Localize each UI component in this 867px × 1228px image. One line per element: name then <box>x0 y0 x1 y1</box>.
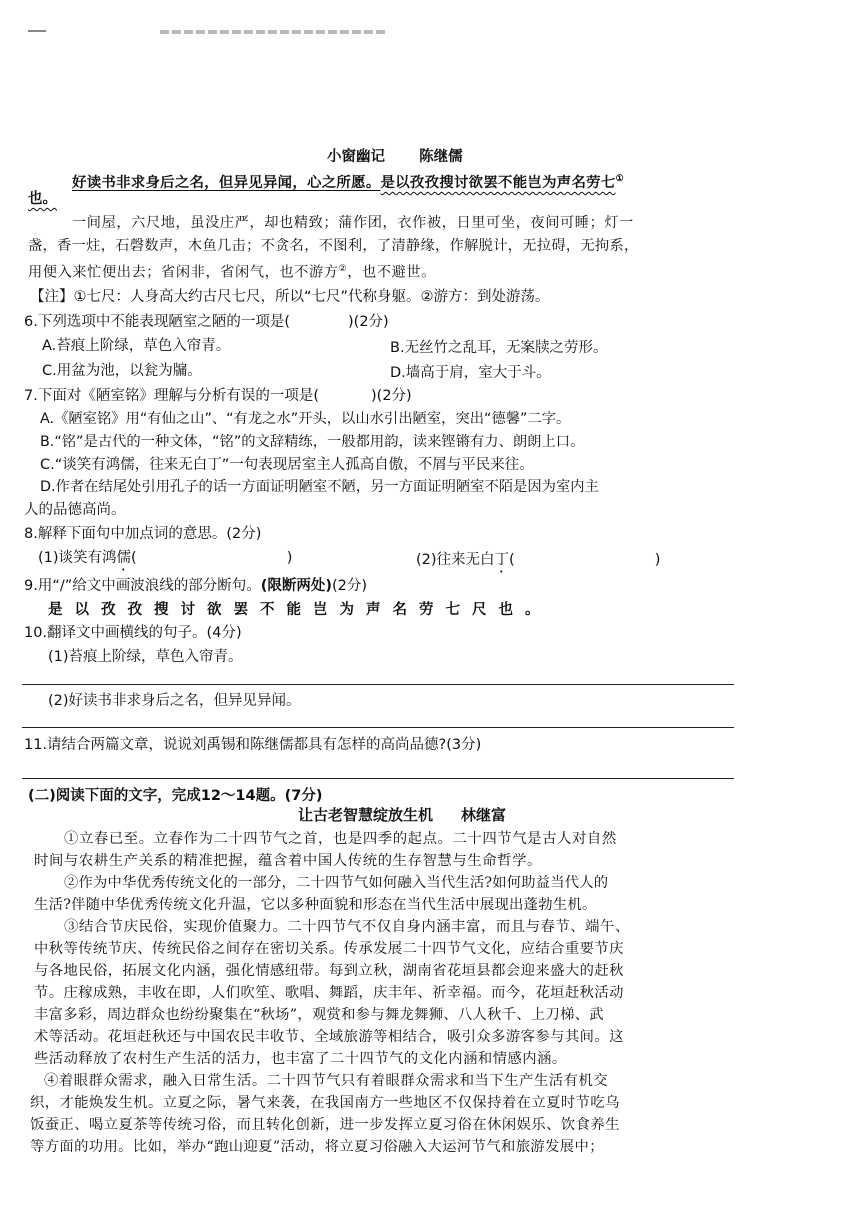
text: 6.下列选项中不 <box>24 314 125 330</box>
q8-stem: 8.解释下面句中加点词的意思。(2分) <box>24 526 262 542</box>
answer-line[interactable] <box>22 778 734 779</box>
answer-line[interactable] <box>22 727 734 728</box>
section2-title <box>298 806 506 824</box>
q7-option-a: A.《陋室铭》用“有仙之山”、“有龙之水”开头，以山水引出陋室，突出“德馨”二字。 <box>40 411 571 427</box>
s2-p3-l6: 术等活动。花垣赶秋还与中国农民丰收节、全域旅游等相结合，吸引众多游客参与其间。这 <box>34 1029 624 1045</box>
text: (2分) <box>332 578 368 594</box>
s2-p2-l1: ②作为中华优秀传统文化的一部分，二十四节气如何融入当代生活?如何助益当代人的 <box>64 875 609 891</box>
text: 用便入来忙便出去；省闲非，省闲气，也不游方 <box>28 264 339 281</box>
text: (1)谈笑有鸿 <box>38 550 117 566</box>
s2-p4-l1: ④着眼群众需求，融入日常生活。二十四节气只有着眼群众需求和当下生产生活有机交 <box>44 1073 609 1089</box>
s2-p3-l1: ③结合节庆民俗，实现价值聚力。二十四节气不仅自身内涵丰富，而且与春节、端午、 <box>64 919 630 935</box>
q7-option-d-line2: 人的品德高尚。 <box>24 502 126 518</box>
q6-option-d: D.墙高于肩，室大于斗。 <box>390 365 551 381</box>
author-text: 陈继儒 <box>419 149 463 165</box>
text: ，也不避世。 <box>347 264 436 281</box>
wavy-sentence: 是以孜孜搜讨欲罢不能岂为声名劳七 <box>380 173 616 191</box>
section2-header: (二)阅读下面的文字，完成12～14题。(7分) <box>28 788 323 804</box>
q7-option-b: B.“铭”是古代的一种文体，“铭”的文辞精练，一般都用韵，读来铿锵有力、朗朗上口。 <box>40 434 585 450</box>
s2-p3-l2: 中秋等传统节庆、传统民俗之间存在密切关系。传承发展二十四节气文化，应结合重要节庆 <box>34 941 624 957</box>
classical-note: 【注】①七尺：人身高大约古尺七尺，所以“七尺”代称身躯。②游方：到处游荡。 <box>30 289 550 305</box>
text: (限断两处) <box>260 578 333 594</box>
q6-option-a: A.苔痕上阶绿，草色入帘青。 <box>42 338 231 354</box>
q8-item2 <box>416 551 660 576</box>
s2-p4-l4: 等方面的功用。比如，举办“跑山迎夏”活动，将立夏习俗融入大运河节气和旅游发展中； <box>30 1139 604 1155</box>
s2-p3-l5: 丰富多彩，周边群众也纷纷聚集在“秋场”，观赏和参与舞龙舞狮、八人秋千、上刀梯、武 <box>34 1007 604 1023</box>
text: 7.下面对《陋室铭》理解与分析有误的一项是( <box>24 388 319 404</box>
s2-p3-l7: 些活动释放了农村生产生活的活力，也丰富了二十四节气的文化内涵和情感内涵。 <box>34 1051 567 1067</box>
scan-artifact <box>160 30 385 34</box>
q11-stem: 11.请结合两篇文章，说说刘禹锡和陈继儒都具有怎样的高尚品德?(3分) <box>24 737 482 753</box>
para2-line2: 盏，香一炷，石磬数声，木鱼几击；不贪名，不图利，了清静缘，作解脱计，无拉碍，无拘系， <box>28 238 639 254</box>
s2-p1-l1: ①立春已至。立春作为二十四节气之首，也是四季的起点。二十四节气是古人对自然 <box>64 831 617 847</box>
para2-line3 <box>28 260 436 282</box>
s2-p2-l2: 生活?伴随中华优秀传统文化升温，它以多种面貌和形态在当代生活中展现出蓬勃生机。 <box>34 897 597 913</box>
para2-line1: 一间屋，六尺地，虽没庄严，却也精致；蒲作团，衣作被，日里可坐，夜间可睡；灯一 <box>72 215 634 231</box>
answer-line[interactable] <box>22 684 734 685</box>
s2-p3-l4: 节。庄稼成熟，丰收在即，人们吹笙、歌唱、舞蹈，庆丰年、祈幸福。而今，花垣赶秋活动 <box>34 985 624 1001</box>
text: 9.用“/”给文中画波浪线的部分断句。 <box>24 578 261 594</box>
dotted-word: 丁 <box>494 552 510 568</box>
q6-stem <box>24 313 389 331</box>
q6-option-b: B.无丝竹之乱耳，无案牍之劳形。 <box>390 340 608 356</box>
text: (2)往来无白 <box>416 552 495 568</box>
s2-p4-l3: 饭蚕正、喝立夏茶等传统习俗，而且转化创新，进一步发挥立夏习俗在休闲娱乐、饮食养生 <box>30 1117 620 1133</box>
text: )(2分) <box>348 314 389 330</box>
classical-para1 <box>72 170 624 192</box>
underlined-sentence: 好读书非求身后之名，但异见异闻，心之所愿。 <box>72 173 381 191</box>
classical-title <box>327 148 463 166</box>
q7-option-c: C.“谈笑有鸿儒，往来无白丁”一句表现居室主人孤高自傲，不屑与平民来往。 <box>40 457 534 473</box>
text: )(2分) <box>371 388 412 404</box>
wavy-end: 也。 <box>28 190 57 207</box>
note-mark: ② <box>338 264 348 274</box>
scan-artifact <box>28 30 46 32</box>
q10-item1: (1)苔痕上阶绿，草色入帘青。 <box>48 649 243 665</box>
text: ( <box>509 552 515 568</box>
s2-p1-l2: 时间与农耕生产关系的精准把握，蕴含着中国人传统的生存智慧与生命哲学。 <box>34 853 542 869</box>
s2-p4-l2: 织，才能焕发生机。立夏之际，暑气来袭，在我国南方一些地区不仅保持着在立夏时节吃乌 <box>30 1095 620 1111</box>
q9-stem <box>24 577 367 595</box>
classical-para1-end <box>28 190 57 208</box>
q7-stem <box>24 387 412 405</box>
q7-option-d-line1: D.作者在结尾处引用孔子的话一方面证明陋室不陋，另一方面证明陋室不陌是因为室内主 <box>40 479 599 495</box>
q9-text: 是以孜孜搜讨欲罢不能岂为声名劳七尺也。 <box>48 601 552 618</box>
q10-item2: (2)好读书非求身后之名，但异见异闻。 <box>48 693 301 709</box>
q10-stem: 10.翻译文中画横线的句子。(4分) <box>24 625 242 641</box>
dotted-word: 儒 <box>116 550 132 566</box>
s2-p3-l3: 与各地民俗，拓展文化内涵，强化情感纽带。每到立秋，湖南省花垣县都会迎来盛大的赶秋 <box>34 963 624 979</box>
note-mark: ① <box>615 174 624 184</box>
q8-item1 <box>38 549 292 574</box>
q6-option-c: C.用盆为池，以瓮为牖。 <box>42 363 202 379</box>
author-text: 林继富 <box>461 806 507 824</box>
text: ) <box>654 552 661 568</box>
title-text: 让古老智慧绽放生机 <box>298 806 434 824</box>
text: ( <box>131 550 137 566</box>
text: 能表现陋室之陋的一项是( <box>124 314 290 330</box>
title-text: 小窗幽记 <box>327 149 385 165</box>
text: ) <box>286 550 293 566</box>
